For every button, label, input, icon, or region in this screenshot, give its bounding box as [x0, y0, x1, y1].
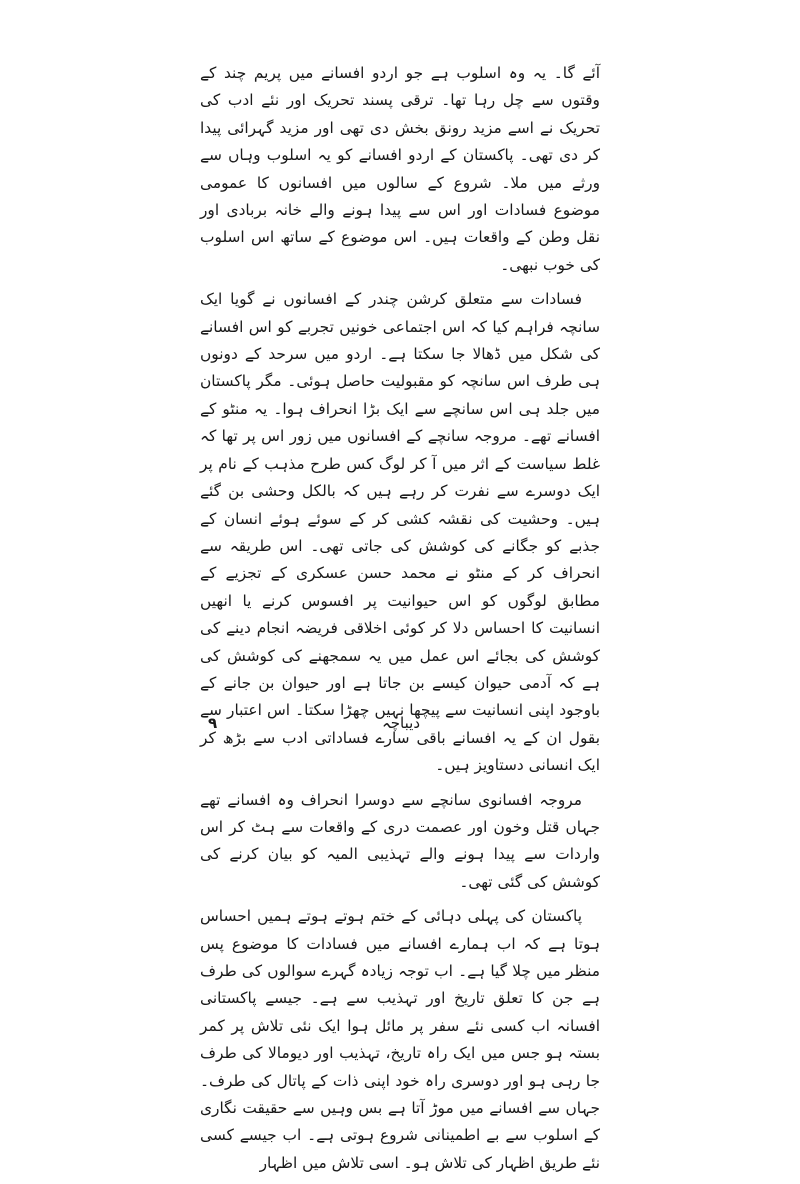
paragraph-2: فسادات سے متعلق کرشن چندر کے افسانوں نے گویا ایک سانچہ فراہم کیا کہ اس اجتماعی خونیں تجربے کو اس افسانے کی شکل میں ڈھالا جا سکتا ہے۔ اردو میں سرحد کے دونوں ہی طرف اس سانچہ کو مقبولیت حاصل ہوئی۔ مگر پاکستان میں جلد ہی اس سانچے سے ایک بڑا انحراف ہوا۔ یہ منٹو کے افسانے تھے۔ مروجہ سانچے کے افسانوں میں زور اس پر تھا کہ غلط سیاست کے اثر میں آ کر لوگ کس طرح مذہب کے نام پر ایک دوسرے سے نفرت کر رہے ہیں کہ بالکل وحشی بن گئے ہیں۔ وحشیت کی نقشہ کشی کر کے سوئے ہوئے انسان کے جذبے کو جگانے کی کوشش کی جاتی تھی۔ اس طریقہ سے انحراف کر کے منٹو نے محمد حسن عسکری کے تجزیے کے مطابق لوگوں کو اس حیوانیت پر افسوس کرنے یا انھیں انسانیت کا احساس دلا کر کوئی اخلاقی فریضہ انجام دینے کی کوشش کی بجائے اس عمل میں یہ سمجھنے کی کوشش کی ہے کہ آدمی حیوان کیسے بن جاتا ہے اور حیوان بن جانے کے باوجود اپنی انسانیت سے پیچھا نہیں چھڑا سکتا۔ اس اعتبار سے بقول ان کے یہ افسانے باقی سارے فساداتی ادب سے بڑھ کر ایک انسانی دستاویز ہیں۔: [200, 290, 600, 775]
paragraph-3: مروجہ افسانوی سانچے سے دوسرا انحراف وہ افسانے تھے جہاں قتل وخون اور عصمت دری کے واقعات سے ہٹ کر اس واردات سے پیدا ہونے والے تہذیبی المیہ کو بیان کرنے کی کوشش کی گئی تھی۔: [200, 790, 600, 891]
page-number: ۹: [208, 714, 218, 732]
paragraph-1: آئے گا۔ یہ وہ اسلوب ہے جو اردو افسانے میں پریم چند کے وقتوں سے چل رہا تھا۔ ترقی پسند تحریک اور نئے ادب کی تحریک نے اسے مزید رونق بخش دی تھی اور مزید گہرائی پیدا کر دی تھی۔ پاکستان کے اردو افسانے کو یہ اسلوب وہاں سے ورثے میں ملا۔ شروع کے سالوں میں افسانوں کا عمومی موضوع فسادات اور اس سے پیدا ہونے والے خانہ بربادی اور نقل وطن کے واقعات ہیں۔ اس موضوع کے ساتھ اس اسلوب کی خوب نبھی۔: [200, 64, 600, 274]
body-text: [200, 60, 600, 1184]
paragraph-4: پاکستان کی پہلی دہائی کے ختم ہوتے ہوتے ہمیں احساس ہوتا ہے کہ اب ہمارے افسانے میں فسادات کا موضوع پس منظر میں چلا گیا ہے۔ اب توجہ زیادہ گہرے سوالوں کی طرف ہے جن کا تعلق تاریخ اور تہذیب سے ہے۔ جیسے پاکستانی افسانہ اب کسی نئے سفر پر مائل ہوا ایک نئی تلاش پر کمر بستہ ہو جس میں ایک راہ تاریخ، تہذیب اور دیومالا کی طرف جا رہی ہو اور دوسری راہ خود اپنی ذات کے پاتال کی طرف۔ جہاں سے افسانے میں موڑ آتا ہے بس وہیں سے حقیقت نگاری کے اسلوب سے بے اطمینانی شروع ہوتی ہے۔ اب جیسے کسی نئے طریق اظہار کی تلاش ہو۔ اسی تلاش میں اظہار: [200, 907, 600, 1172]
running-title: دیباچہ: [381, 714, 420, 732]
